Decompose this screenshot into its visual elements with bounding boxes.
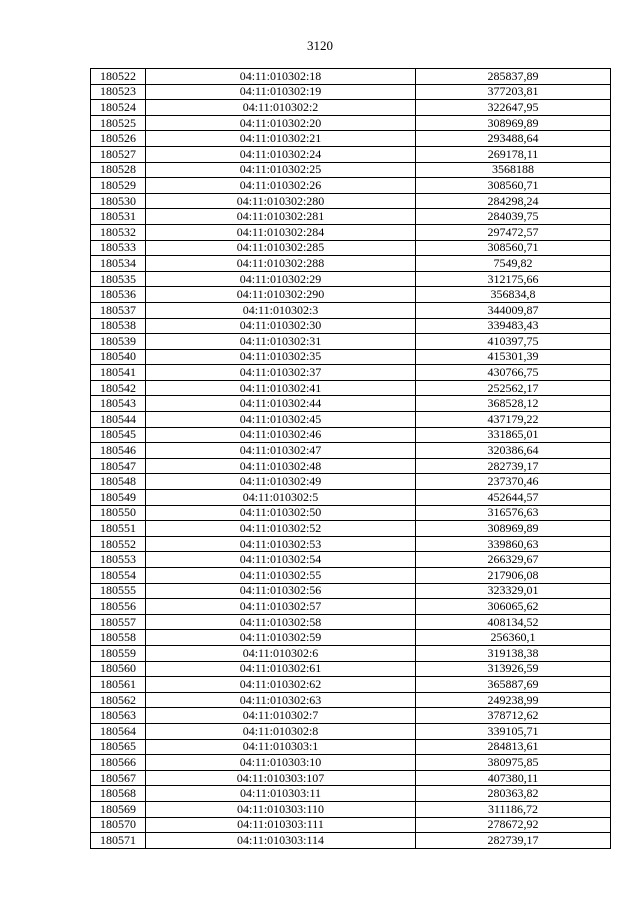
row-number-cell: 180557	[91, 614, 146, 630]
row-number-cell: 180564	[91, 723, 146, 739]
table-row	[91, 630, 611, 646]
table-row	[91, 100, 611, 116]
row-number-cell: 180531	[91, 209, 146, 225]
row-number-cell: 180536	[91, 287, 146, 303]
value-cell: 256360,1	[416, 630, 611, 646]
row-number-cell: 180547	[91, 458, 146, 474]
value-cell: 282739,17	[416, 458, 611, 474]
table-row	[91, 193, 611, 209]
table-row	[91, 271, 611, 287]
table-row	[91, 443, 611, 459]
table-row	[91, 318, 611, 334]
table-row	[91, 84, 611, 100]
row-number-cell: 180556	[91, 599, 146, 615]
table-row	[91, 178, 611, 194]
row-number-cell: 180528	[91, 162, 146, 178]
row-number-cell: 180558	[91, 630, 146, 646]
row-number-cell: 180530	[91, 193, 146, 209]
cadastral-number-cell: 04:11:010302:62	[146, 677, 416, 693]
value-cell: 408134,52	[416, 614, 611, 630]
value-cell: 284298,24	[416, 193, 611, 209]
cadastral-number-cell: 04:11:010302:6	[146, 645, 416, 661]
table-row	[91, 224, 611, 240]
row-number-cell: 180523	[91, 84, 146, 100]
table-row	[91, 692, 611, 708]
cadastral-number-cell: 04:11:010302:284	[146, 224, 416, 240]
value-cell: 339860,63	[416, 536, 611, 552]
value-cell: 308969,89	[416, 115, 611, 131]
table-row	[91, 427, 611, 443]
cadastral-number-cell: 04:11:010302:61	[146, 661, 416, 677]
table-row	[91, 396, 611, 412]
table-row	[91, 817, 611, 833]
row-number-cell: 180545	[91, 427, 146, 443]
value-cell: 365887,69	[416, 677, 611, 693]
cadastral-number-cell: 04:11:010302:8	[146, 723, 416, 739]
cadastral-number-cell: 04:11:010302:19	[146, 84, 416, 100]
cadastral-number-cell: 04:11:010302:30	[146, 318, 416, 334]
value-cell: 308560,71	[416, 240, 611, 256]
value-cell: 339483,43	[416, 318, 611, 334]
cadastral-number-cell: 04:11:010303:1	[146, 739, 416, 755]
value-cell: 297472,57	[416, 224, 611, 240]
table-row	[91, 131, 611, 147]
table-row	[91, 568, 611, 584]
row-number-cell: 180559	[91, 645, 146, 661]
value-cell: 320386,64	[416, 443, 611, 459]
cadastral-number-cell: 04:11:010302:47	[146, 443, 416, 459]
row-number-cell: 180571	[91, 833, 146, 849]
cadastral-number-cell: 04:11:010302:57	[146, 599, 416, 615]
row-number-cell: 180533	[91, 240, 146, 256]
row-number-cell: 180567	[91, 770, 146, 786]
table-row	[91, 302, 611, 318]
cadastral-number-cell: 04:11:010302:35	[146, 349, 416, 365]
row-number-cell: 180554	[91, 568, 146, 584]
table-row	[91, 365, 611, 381]
cadastral-number-cell: 04:11:010302:50	[146, 505, 416, 521]
value-cell: 430766,75	[416, 365, 611, 381]
cadastral-number-cell: 04:11:010302:7	[146, 708, 416, 724]
row-number-cell: 180570	[91, 817, 146, 833]
row-number-cell: 180543	[91, 396, 146, 412]
table-row	[91, 490, 611, 506]
cadastral-number-cell: 04:11:010302:53	[146, 536, 416, 552]
cadastral-number-cell: 04:11:010302:54	[146, 552, 416, 568]
value-cell: 308969,89	[416, 521, 611, 537]
cadastral-number-cell: 04:11:010302:21	[146, 131, 416, 147]
value-cell: 331865,01	[416, 427, 611, 443]
table-row	[91, 770, 611, 786]
table-row	[91, 115, 611, 131]
table-row	[91, 69, 611, 85]
value-cell: 285837,89	[416, 69, 611, 85]
table-row	[91, 677, 611, 693]
table-row	[91, 412, 611, 428]
table-row	[91, 146, 611, 162]
cadastral-number-cell: 04:11:010302:288	[146, 256, 416, 272]
row-number-cell: 180555	[91, 583, 146, 599]
value-cell: 252562,17	[416, 380, 611, 396]
value-cell: 249238,99	[416, 692, 611, 708]
cadastral-number-cell: 04:11:010302:285	[146, 240, 416, 256]
table-row	[91, 287, 611, 303]
row-number-cell: 180552	[91, 536, 146, 552]
page-number: 3120	[307, 38, 333, 53]
cadastral-number-cell: 04:11:010302:52	[146, 521, 416, 537]
cadastral-number-cell: 04:11:010302:44	[146, 396, 416, 412]
value-cell: 282739,17	[416, 833, 611, 849]
cadastral-number-cell: 04:11:010302:59	[146, 630, 416, 646]
row-number-cell: 180538	[91, 318, 146, 334]
row-number-cell: 180549	[91, 490, 146, 506]
row-number-cell: 180527	[91, 146, 146, 162]
row-number-cell: 180525	[91, 115, 146, 131]
cadastral-number-cell: 04:11:010302:5	[146, 490, 416, 506]
table-row	[91, 661, 611, 677]
row-number-cell: 180522	[91, 69, 146, 85]
value-cell: 356834,8	[416, 287, 611, 303]
row-number-cell: 180534	[91, 256, 146, 272]
value-cell: 278672,92	[416, 817, 611, 833]
table-row	[91, 536, 611, 552]
cadastral-number-cell: 04:11:010302:55	[146, 568, 416, 584]
cadastral-number-cell: 04:11:010302:58	[146, 614, 416, 630]
table-row	[91, 708, 611, 724]
value-cell: 452644,57	[416, 490, 611, 506]
cadastral-number-cell: 04:11:010302:41	[146, 380, 416, 396]
table-row	[91, 521, 611, 537]
table-row	[91, 614, 611, 630]
cadastral-number-cell: 04:11:010302:46	[146, 427, 416, 443]
value-cell: 3568188	[416, 162, 611, 178]
table-row	[91, 380, 611, 396]
cadastral-number-cell: 04:11:010302:26	[146, 178, 416, 194]
row-number-cell: 180563	[91, 708, 146, 724]
table-row	[91, 349, 611, 365]
table-row	[91, 240, 611, 256]
row-number-cell: 180566	[91, 755, 146, 771]
value-cell: 344009,87	[416, 302, 611, 318]
value-cell: 316576,63	[416, 505, 611, 521]
row-number-cell: 180542	[91, 380, 146, 396]
cadastral-number-cell: 04:11:010302:281	[146, 209, 416, 225]
cadastral-number-cell: 04:11:010302:280	[146, 193, 416, 209]
row-number-cell: 180526	[91, 131, 146, 147]
value-cell: 269178,11	[416, 146, 611, 162]
cadastral-number-cell: 04:11:010302:37	[146, 365, 416, 381]
cadastral-number-cell: 04:11:010302:48	[146, 458, 416, 474]
value-cell: 313926,59	[416, 661, 611, 677]
table-row	[91, 474, 611, 490]
table-row	[91, 739, 611, 755]
row-number-cell: 180541	[91, 365, 146, 381]
cadastral-number-cell: 04:11:010302:3	[146, 302, 416, 318]
row-number-cell: 180562	[91, 692, 146, 708]
row-number-cell: 180565	[91, 739, 146, 755]
value-cell: 237370,46	[416, 474, 611, 490]
cadastral-number-cell: 04:11:010302:2	[146, 100, 416, 116]
value-cell: 306065,62	[416, 599, 611, 615]
value-cell: 311186,72	[416, 801, 611, 817]
row-number-cell: 180524	[91, 100, 146, 116]
table-row	[91, 162, 611, 178]
value-cell: 7549,82	[416, 256, 611, 272]
row-number-cell: 180551	[91, 521, 146, 537]
table-row	[91, 209, 611, 225]
table-row	[91, 256, 611, 272]
value-cell: 410397,75	[416, 334, 611, 350]
cadastral-number-cell: 04:11:010303:111	[146, 817, 416, 833]
row-number-cell: 180553	[91, 552, 146, 568]
registry-table-body	[91, 69, 611, 849]
row-number-cell: 180529	[91, 178, 146, 194]
cadastral-number-cell: 04:11:010302:290	[146, 287, 416, 303]
row-number-cell: 180569	[91, 801, 146, 817]
row-number-cell: 180532	[91, 224, 146, 240]
value-cell: 377203,81	[416, 84, 611, 100]
value-cell: 368528,12	[416, 396, 611, 412]
row-number-cell: 180561	[91, 677, 146, 693]
registry-table	[90, 68, 611, 849]
value-cell: 407380,11	[416, 770, 611, 786]
value-cell: 415301,39	[416, 349, 611, 365]
table-row	[91, 786, 611, 802]
row-number-cell: 180550	[91, 505, 146, 521]
value-cell: 322647,95	[416, 100, 611, 116]
table-row	[91, 505, 611, 521]
value-cell: 293488,64	[416, 131, 611, 147]
cadastral-number-cell: 04:11:010302:24	[146, 146, 416, 162]
cadastral-number-cell: 04:11:010303:11	[146, 786, 416, 802]
value-cell: 284039,75	[416, 209, 611, 225]
value-cell: 284813,61	[416, 739, 611, 755]
row-number-cell: 180546	[91, 443, 146, 459]
table-row	[91, 458, 611, 474]
cadastral-number-cell: 04:11:010302:63	[146, 692, 416, 708]
value-cell: 378712,62	[416, 708, 611, 724]
value-cell: 266329,67	[416, 552, 611, 568]
table-row	[91, 723, 611, 739]
cadastral-number-cell: 04:11:010303:10	[146, 755, 416, 771]
cadastral-number-cell: 04:11:010302:31	[146, 334, 416, 350]
row-number-cell: 180539	[91, 334, 146, 350]
table-row	[91, 755, 611, 771]
table-row	[91, 552, 611, 568]
cadastral-number-cell: 04:11:010303:114	[146, 833, 416, 849]
cadastral-number-cell: 04:11:010302:25	[146, 162, 416, 178]
value-cell: 380975,85	[416, 755, 611, 771]
cadastral-number-cell: 04:11:010302:20	[146, 115, 416, 131]
value-cell: 312175,66	[416, 271, 611, 287]
cadastral-number-cell: 04:11:010302:45	[146, 412, 416, 428]
value-cell: 437179,22	[416, 412, 611, 428]
table-row	[91, 645, 611, 661]
row-number-cell: 180560	[91, 661, 146, 677]
cadastral-number-cell: 04:11:010303:107	[146, 770, 416, 786]
cadastral-number-cell: 04:11:010302:29	[146, 271, 416, 287]
value-cell: 319138,38	[416, 645, 611, 661]
table-row	[91, 599, 611, 615]
cadastral-number-cell: 04:11:010303:110	[146, 801, 416, 817]
table-row	[91, 583, 611, 599]
value-cell: 339105,71	[416, 723, 611, 739]
table-row	[91, 833, 611, 849]
cadastral-number-cell: 04:11:010302:49	[146, 474, 416, 490]
row-number-cell: 180535	[91, 271, 146, 287]
row-number-cell: 180540	[91, 349, 146, 365]
value-cell: 323329,01	[416, 583, 611, 599]
table-row	[91, 801, 611, 817]
row-number-cell: 180548	[91, 474, 146, 490]
value-cell: 280363,82	[416, 786, 611, 802]
row-number-cell: 180568	[91, 786, 146, 802]
row-number-cell: 180537	[91, 302, 146, 318]
cadastral-number-cell: 04:11:010302:56	[146, 583, 416, 599]
value-cell: 217906,08	[416, 568, 611, 584]
cadastral-number-cell: 04:11:010302:18	[146, 69, 416, 85]
value-cell: 308560,71	[416, 178, 611, 194]
table-row	[91, 334, 611, 350]
row-number-cell: 180544	[91, 412, 146, 428]
